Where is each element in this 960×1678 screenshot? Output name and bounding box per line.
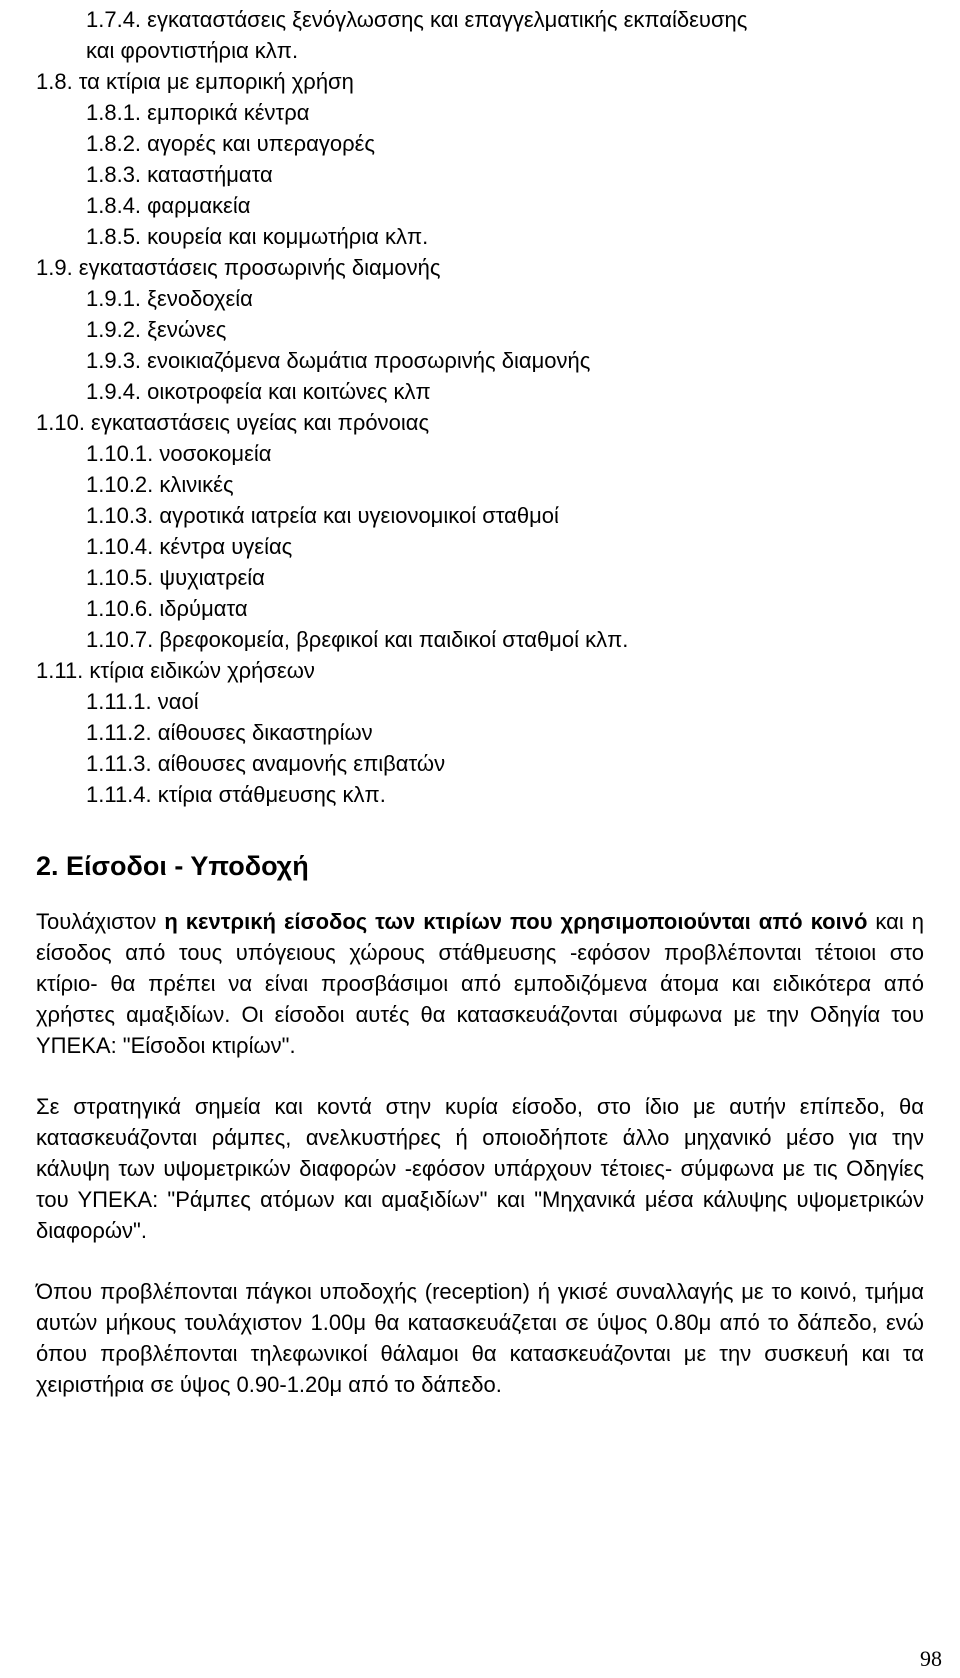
section-body bbox=[36, 906, 924, 1400]
building-use-outline bbox=[0, 4, 960, 810]
outline-item: 1.9.2. ξενώνες bbox=[86, 317, 227, 342]
outline-item: 1.9.3. ενοικιαζόμενα δωμάτια προσωρινής διαμονής bbox=[86, 348, 591, 373]
outline-item: 1.8.3. καταστήματα bbox=[86, 162, 273, 187]
outline-item: 1.11.4. κτίρια στάθμευσης κλπ. bbox=[86, 782, 386, 807]
outline-heading: 1.11. κτίρια ειδικών χρήσεων bbox=[36, 658, 315, 683]
body-paragraph bbox=[36, 906, 924, 1061]
paragraph-text: Σε στρατηγικά σημεία και κοντά στην κυρία είσοδο, στο ίδιο με αυτήν επίπεδο, θα κατασκευάζονται ράμπες, ανελκυστήρες ή οποιοδήποτε άλλο μηχανικό μέσο για την κάλυψη των υψομετρικών διαφορών -εφόσον υπάρχουν τέτοιες- σύμφωνα με τις Οδηγίες του ΥΠΕΚΑ: "Ράμπες ατόμων και αμαξιδίων" και "Μηχανικά μέσα κάλυψης υψομετρικών διαφορών". bbox=[36, 1094, 924, 1243]
outline-item: και φροντιστήρια κλπ. bbox=[86, 38, 299, 63]
section-heading: 2. Είσοδοι - Υποδοχή bbox=[36, 851, 309, 881]
outline-item: 1.10.4. κέντρα υγείας bbox=[86, 534, 293, 559]
outline-item: 1.10.1. νοσοκομεία bbox=[86, 441, 272, 466]
outline-item: 1.10.7. βρεφοκομεία, βρεφικοί και παιδικοί σταθμοί κλπ. bbox=[86, 627, 629, 652]
body-paragraph bbox=[36, 1276, 924, 1400]
paragraph-text: Τουλάχιστον bbox=[36, 909, 165, 934]
outline-item: 1.10.6. ιδρύματα bbox=[86, 596, 248, 621]
outline-heading: 1.10. εγκαταστάσεις υγείας και πρόνοιας bbox=[36, 410, 430, 435]
paragraph-text: και η είσοδος από τους υπόγειους χώρους στάθμευσης -εφόσον προβλέπονται τέτοιοι στο κτίριο- θα πρέπει να είναι προσβάσιμοι από εμποδιζόμενα άτομα και ειδικότερα από χρήστες αμαξιδίων. Οι είσοδοι αυτές θα κατασκευάζονται σύμφωνα με την Οδηγία του ΥΠΕΚΑ: "Είσοδοι κτιρίων". bbox=[36, 909, 924, 1058]
outline-item: 1.10.2. κλινικές bbox=[86, 472, 234, 497]
emphasized-text: η κεντρική είσοδος των κτιρίων που χρησιμοποιούνται από κοινό bbox=[164, 909, 868, 934]
outline-heading: 1.8. τα κτίρια με εμπορική χρήση bbox=[36, 69, 354, 94]
outline-item: 1.10.5. ψυχιατρεία bbox=[86, 565, 265, 590]
outline-item: 1.8.1. εμπορικά κέντρα bbox=[86, 100, 310, 125]
outline-item: 1.8.5. κουρεία και κομμωτήρια κλπ. bbox=[86, 224, 429, 249]
outline-item: 1.11.1. ναοί bbox=[86, 689, 199, 714]
outline-item: 1.8.2. αγορές και υπεραγορές bbox=[86, 131, 376, 156]
body-paragraph bbox=[36, 1091, 924, 1246]
outline-item: 1.11.3. αίθουσες αναμονής επιβατών bbox=[86, 751, 446, 776]
outline-item: 1.9.1. ξενοδοχεία bbox=[86, 286, 253, 311]
paragraph-text: Όπου προβλέπονται πάγκοι υποδοχής (reception) ή γκισέ συναλλαγής με το κοινό, τμήμα αυτών μήκους τουλάχιστον 1.00μ θα κατασκευάζεται σε ύψος 0.80μ από το δάπεδο, ενώ όπου προβλέπονται τηλεφωνικοί θάλαμοι θα κατασκευάζονται με την συσκευή και τα χειριστήρια σε ύψος 0.90-1.20μ από το δάπεδο. bbox=[36, 1279, 924, 1397]
page-number: 98 bbox=[920, 1646, 942, 1671]
outline-item: 1.9.4. οικοτροφεία και κοιτώνες κλπ bbox=[86, 379, 431, 404]
outline-item: 1.11.2. αίθουσες δικαστηρίων bbox=[86, 720, 373, 745]
outline-item: 1.8.4. φαρμακεία bbox=[86, 193, 251, 218]
outline-item: 1.7.4. εγκαταστάσεις ξενόγλωσσης και επαγγελματικής εκπαίδευσης bbox=[86, 7, 748, 32]
outline-heading: 1.9. εγκαταστάσεις προσωρινής διαμονής bbox=[36, 255, 441, 280]
outline-item: 1.10.3. αγροτικά ιατρεία και υγειονομικοί σταθμοί bbox=[86, 503, 559, 528]
